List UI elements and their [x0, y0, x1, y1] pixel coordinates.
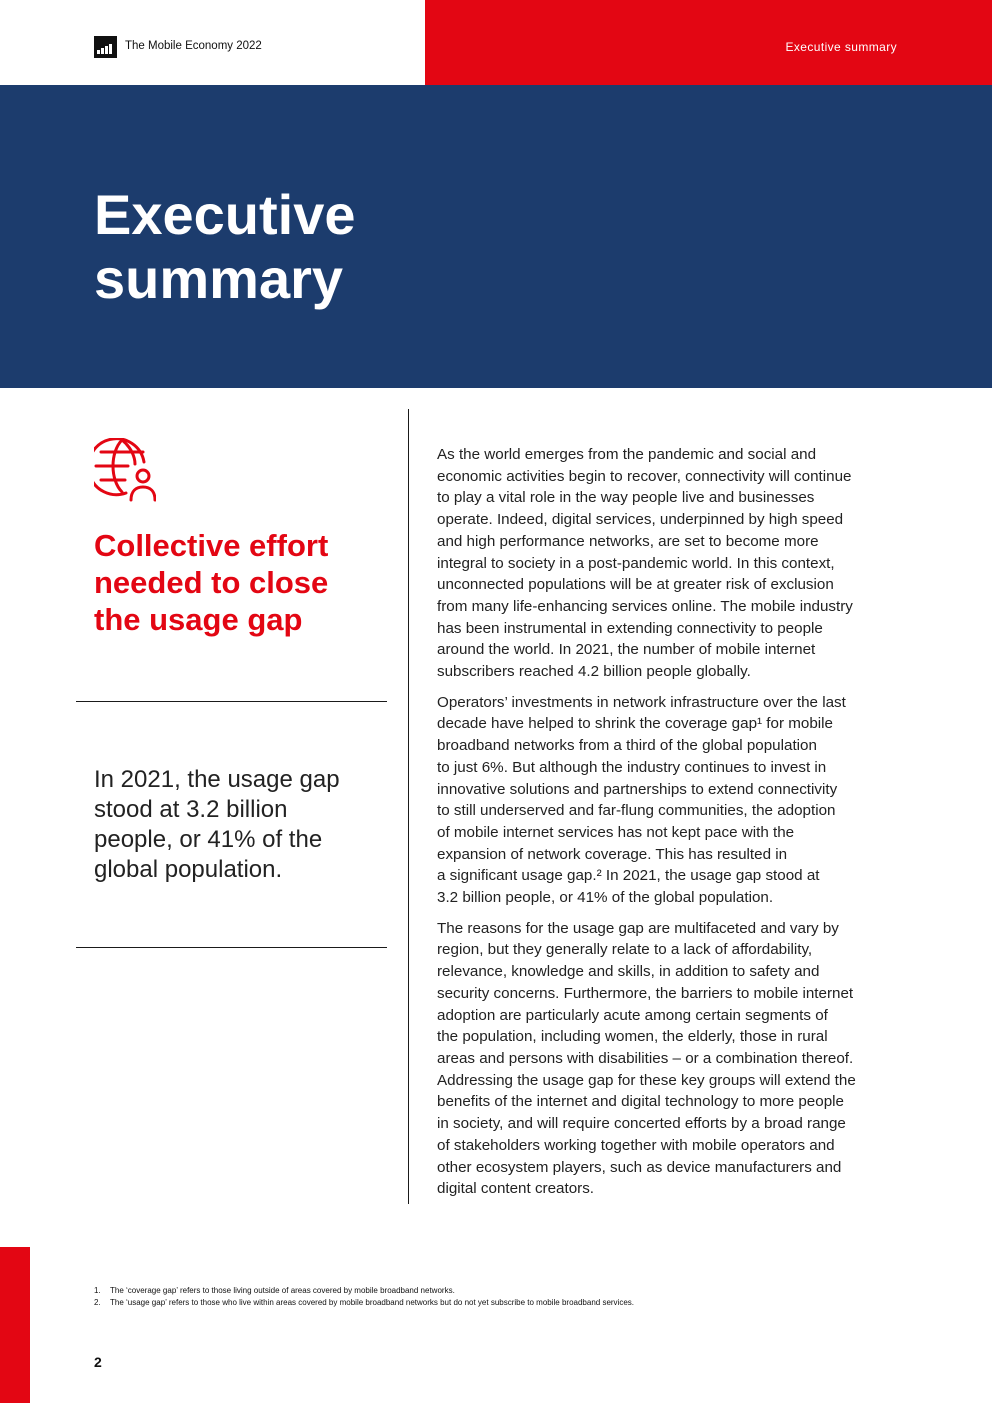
body-line: in society, and will require concerted efforts by a broad range	[437, 1115, 846, 1133]
document-title: The Mobile Economy 2022	[125, 40, 262, 52]
footnotes	[94, 1285, 634, 1309]
pull-quote-line: In 2021, the usage gap	[94, 766, 340, 793]
body-line: Operators’ investments in network infrastructure over the last	[437, 693, 846, 711]
body-line: to just 6%. But although the industry continues to invest in	[437, 758, 827, 776]
body-line: adoption are particularly acute among certain segments of	[437, 1006, 828, 1024]
pull-quote	[94, 765, 384, 885]
report-logo-icon	[94, 36, 117, 58]
page-number: 2	[94, 1354, 102, 1370]
body-line: of stakeholders working together with mobile operators and	[437, 1136, 835, 1154]
body-line: expansion of network coverage. This has resulted in	[437, 845, 788, 863]
body-line: areas and persons with disabilities – or a combination thereof.	[437, 1049, 854, 1067]
body-line: subscribers reached 4.2 billion people globally.	[437, 663, 751, 681]
body-line: The reasons for the usage gap are multifaceted and vary by	[437, 919, 839, 937]
page-title	[94, 183, 494, 311]
body-line: other ecosystem players, such as device manufacturers and	[437, 1158, 842, 1176]
footnote	[94, 1297, 634, 1309]
pull-quote-line: global population.	[94, 856, 283, 883]
header-bar-right	[425, 0, 992, 85]
body-line: security concerns. Furthermore, the barriers to mobile internet	[437, 984, 854, 1002]
body-line: digital content creators.	[437, 1180, 595, 1198]
body-line: economic activities begin to recover, connectivity will continue	[437, 467, 852, 485]
body-line: unconnected populations will be at greater risk of exclusion	[437, 576, 834, 594]
footnote-text: The ‘coverage gap’ refers to those living outside of areas covered by mobile broadband networks.	[110, 1286, 455, 1295]
body-line: to play a vital role in the way people live and businesses	[437, 489, 815, 507]
column-divider	[408, 409, 409, 1204]
sidebar-heading-line: the usage gap	[94, 602, 303, 637]
section-label: Executive summary	[785, 40, 897, 54]
sidebar-heading	[94, 527, 394, 638]
footnote-text: The ‘usage gap’ refers to those who live within areas covered by mobile broadband networks but do not yet subscribe to mobile broadband services.	[110, 1298, 634, 1307]
body-paragraph	[437, 918, 907, 1200]
divider-rule	[76, 947, 387, 948]
body-line: to still underserved and far-flung communities, the adoption	[437, 802, 836, 820]
body-line: from many life-enhancing services online. The mobile industry	[437, 597, 853, 615]
body-paragraph	[437, 444, 907, 683]
sidebar-heading-line: Collective effort	[94, 528, 329, 563]
pull-quote-line: stood at 3.2 billion	[94, 796, 288, 823]
body-line: integral to society in a post-pandemic world. In this context,	[437, 554, 835, 572]
page-title-line: Executive	[94, 183, 356, 246]
hero-banner	[0, 85, 992, 388]
body-line: and high performance networks, are set to become more	[437, 532, 819, 550]
body-line: decade have helped to shrink the coverage gap¹ for mobile	[437, 715, 833, 733]
body-line: innovative solutions and partnerships to extend connectivity	[437, 780, 838, 798]
page-edge-accent	[0, 1247, 30, 1403]
pull-quote-line: people, or 41% of the	[94, 826, 323, 853]
body-line: benefits of the internet and digital technology to more people	[437, 1093, 844, 1111]
body-line: broadband networks from a third of the global population	[437, 737, 817, 755]
footnote-number: 2.	[94, 1298, 101, 1307]
footnote-number: 1.	[94, 1286, 101, 1295]
body-line: a significant usage gap.² In 2021, the usage gap stood at	[437, 867, 820, 885]
body-line: relevance, knowledge and skills, in addition to safety and	[437, 963, 820, 981]
body-text	[437, 444, 907, 1209]
divider-rule	[76, 701, 387, 702]
body-line: has been instrumental in extending connectivity to people	[437, 619, 823, 637]
footnote	[94, 1285, 634, 1297]
sidebar-heading-line: needed to close	[94, 565, 329, 600]
body-line: 3.2 billion people, or 41% of the global population.	[437, 889, 774, 907]
body-line: of mobile internet services has not kept pace with the	[437, 823, 795, 841]
page-title-line: summary	[94, 247, 344, 310]
body-line: As the world emerges from the pandemic and social and	[437, 446, 817, 463]
body-line: the population, including women, the elderly, those in rural	[437, 1028, 828, 1046]
body-line: Addressing the usage gap for these key groups will extend the	[437, 1071, 856, 1089]
globe-person-icon	[94, 438, 156, 502]
body-line: region, but they generally relate to a lack of affordability,	[437, 941, 813, 959]
body-paragraph	[437, 692, 907, 909]
body-line: around the world. In 2021, the number of mobile internet	[437, 641, 816, 659]
body-line: operate. Indeed, digital services, underpinned by high speed	[437, 511, 844, 529]
